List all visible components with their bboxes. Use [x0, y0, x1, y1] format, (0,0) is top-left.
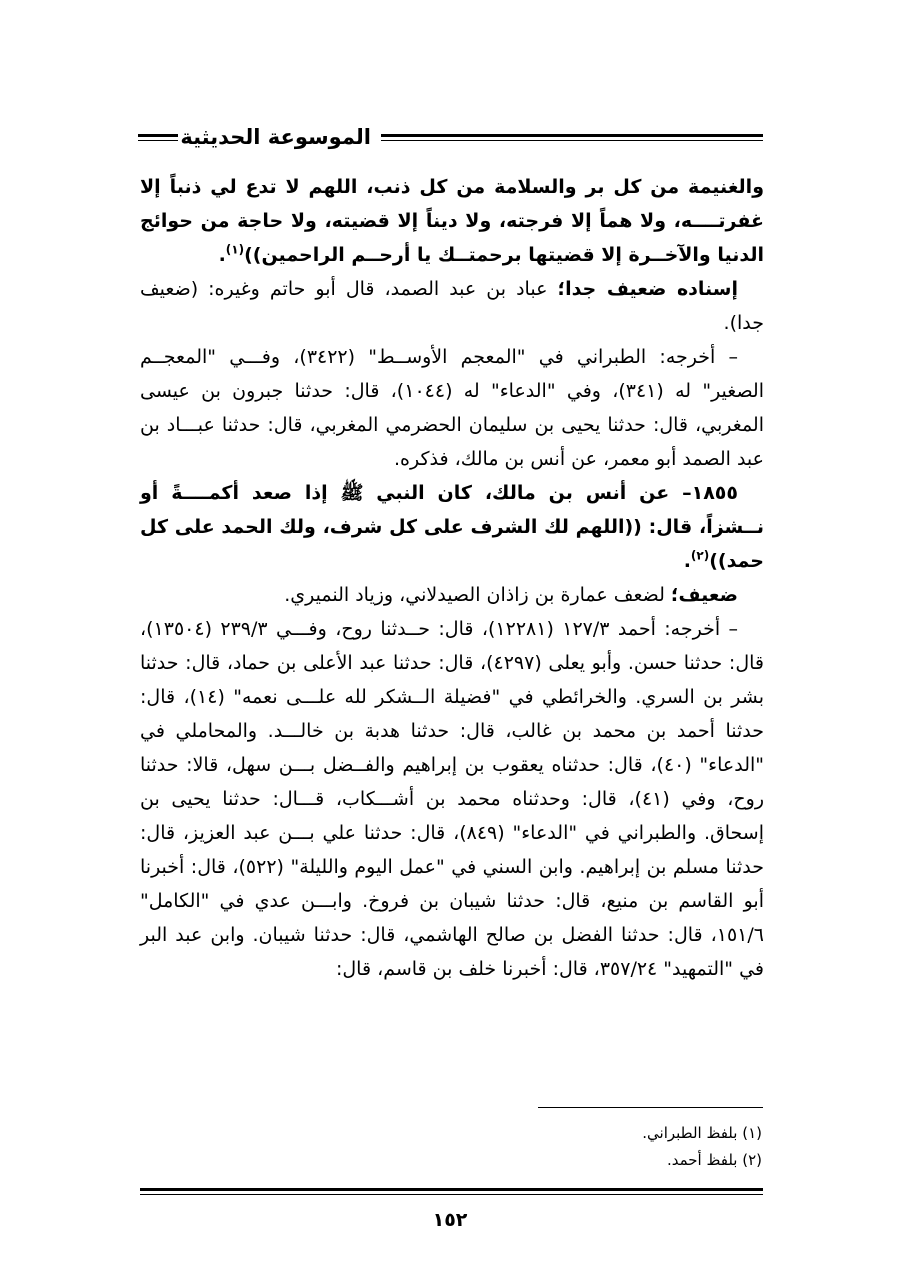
- footnote-separator: [538, 1107, 763, 1108]
- hadith-end: .: [218, 244, 226, 266]
- footer-rule: [140, 1188, 763, 1195]
- footnote-1: (١) بلفظ الطبراني.: [642, 1124, 762, 1142]
- header-rule-left: [138, 134, 178, 141]
- takhrij-text: – أخرجه: الطبراني في "المعجم الأوســط" (٣٤٢٢)، وفـــي "المعجــم الصغير" له (٣٤١)، وفي "الدعاء" له (١٠٤٤)، قال: حدثنا جبرون بن عيسى المغربي، قال: حدثنا يحيى بن سليمان الحضرمي المغربي، قال: حدثنا عبـــاد بن عبد الصمد أبو معمر، عن أنس بن مالك، فذكره.: [140, 346, 764, 470]
- paragraph-takhrij-2: [140, 612, 764, 986]
- page-number: ١٥٢: [432, 1209, 468, 1231]
- paragraph-takhrij: [140, 340, 764, 476]
- hadith-1855-text: ١٨٥٥– عن أنس بن مالك، كان النبي ﷺ إذا صعد أكمــــةً أو نــشزاً، قال: ((اللهم لك الشرف على كل شرف، ولك الحمد على كل حمد)): [140, 482, 764, 572]
- footnotes: [140, 1120, 762, 1174]
- takhrij-text-2: – أخرجه: أحمد ١٢٧/٣ (١٢٢٨١)، قال: حــدثنا روح، وفـــي ٢٣٩/٣ (١٣٥٠٤)، قال: حدثنا حسن. وأبو يعلى (٤٢٩٧)، قال: حدثنا عبد الأعلى بن حماد، قال: حدثنا بشر بن السري. والخرائطي في "فضيلة الــشكر لله علـــى نعمه" (١٤)، قال: حدثنا أحمد بن محمد بن غالب، قال: حدثنا هدبة بن خالـــد. والمحاملي في "الدعاء" (٤٠)، قال: حدثناه يعقوب بن إبراهيم والفــضل بـــن سهل، قالا: حدثنا روح، وفي (٤١)، قال: وحدثناه محمد بن أشـــكاب، قـــال: حدثنا يحيى بن إسحاق. والطبراني في "الدعاء" (٨٤٩)، قال: حدثنا علي بـــن عبد العزيز، قال: حدثنا مسلم بن إبراهيم. وابن السني في "عمل اليوم والليلة" (٥٢٢)، قال: أخبرنا أبو القاسم بن منيع، قال: حدثنا شيبان بن فروخ. وابـــن عدي في "الكامل" ١٥١/٦، قال: حدثنا الفضل بن صالح الهاشمي، قال: حدثنا شيبان. وابن عبد البر في "التمهيد" ٣٥٧/٢٤، قال: أخبرنا خلف بن قاسم، قال:: [140, 618, 764, 980]
- hadith-text: والغنيمة من كل بر والسلامة من كل ذنب، اللهم لا تدع لي ذنباً إلا غفرتــــه، ولا هماً إلا فرجته، ولا ديناً إلا قضيته، ولا حاجة من حوائج الدنيا والآخــرة إلا قضيتها برحمتــك يا أرحــم الراحمين)): [140, 176, 764, 266]
- footnote-ref-2: (٢): [690, 548, 710, 563]
- paragraph-grading-2: [140, 578, 764, 612]
- header-rule-right: [381, 134, 763, 141]
- paragraph-grading: [140, 272, 764, 340]
- grading-text-2: لضعف عمارة بن زاذان الصيدلاني، وزياد النميري.: [284, 584, 671, 606]
- grading-text: عباد بن عبد الصمد، قال أبو حاتم وغيره: (ضعيف جدا).: [140, 278, 764, 334]
- header-title: الموسوعة الحديثية: [180, 125, 371, 149]
- footnote-2: (٢) بلفظ أحمد.: [666, 1151, 762, 1169]
- main-text: [140, 170, 764, 986]
- hadith-1855-end: .: [683, 550, 691, 572]
- footnote-ref-1: (١): [225, 242, 245, 257]
- running-header: [138, 122, 763, 152]
- grading-label: إسناده ضعيف جدا؛: [557, 278, 739, 300]
- paragraph-hadith-text: [140, 170, 764, 272]
- grading-label-2: ضعيف؛: [670, 584, 738, 606]
- paragraph-hadith-1855: [140, 476, 764, 578]
